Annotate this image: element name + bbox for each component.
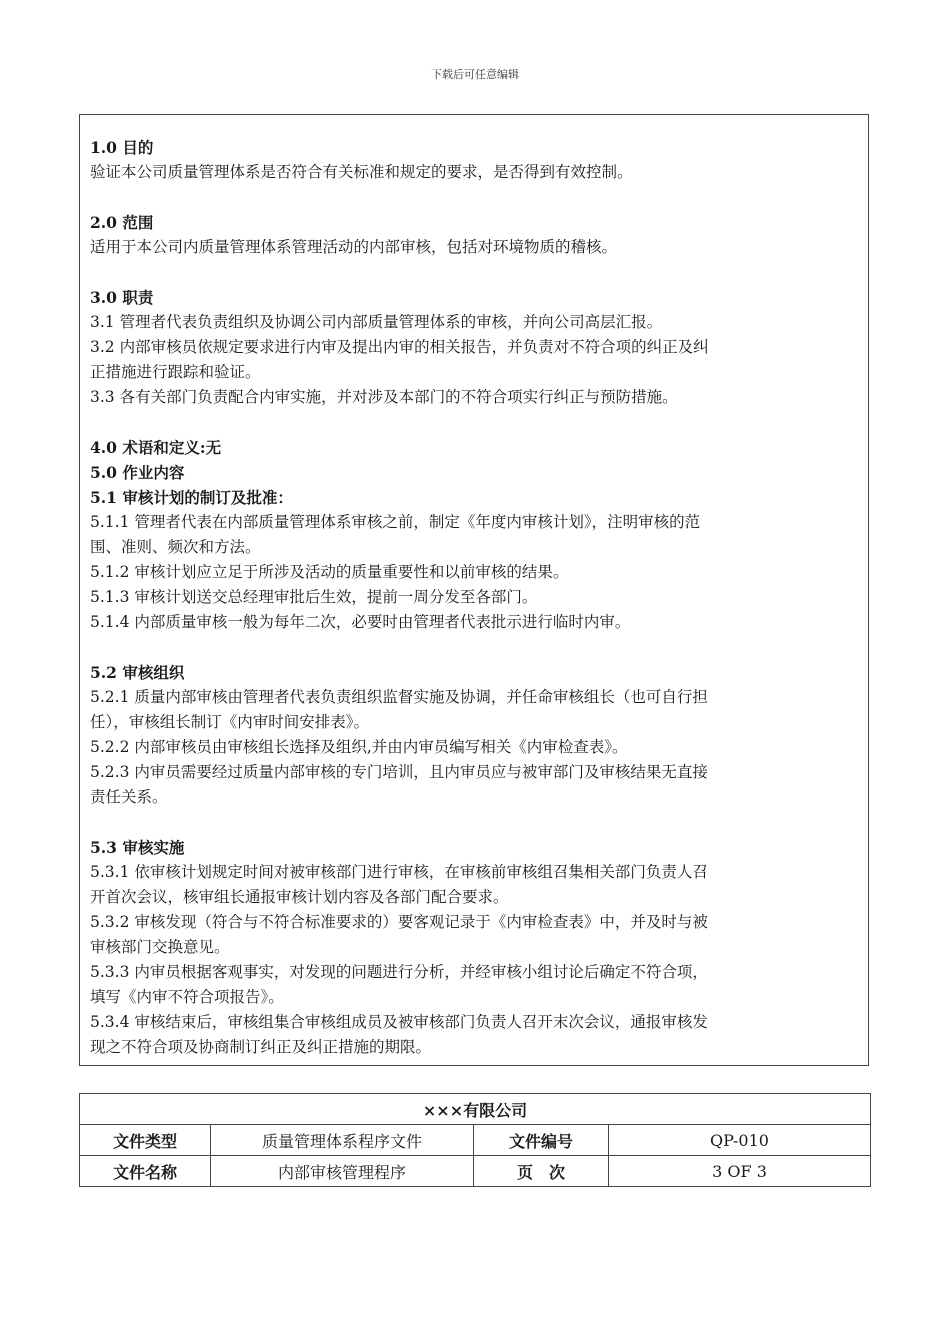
section-scope-text: 适用于本公司内质量管理体系管理活动的内部审核，包括对环境物质的稽核。 — [90, 238, 618, 256]
paragraph-3-2-line1: 3.2 内部审核员依规定要求进行内审及提出内审的相关报告，并负责对不符合项的纠正及纠 — [90, 338, 709, 356]
procedure-content — [79, 114, 869, 1066]
document-control-table — [79, 1093, 871, 1187]
section-terms-title: 4.0 术语和定义:无 — [90, 438, 222, 457]
page-number-value: 3 OF 3 — [609, 1156, 871, 1187]
paragraph-5-2-1-line1: 5.2.1 质量内部审核由管理者代表负责组织监督实施及协调，并任命审核组长（也可自行担 — [90, 688, 708, 706]
doc-name-value: 内部审核管理程序 — [211, 1156, 474, 1187]
paragraph-3-3: 3.3 各有关部门负责配合内审实施，并对涉及本部门的不符合项实行纠正与预防措施。 — [90, 388, 678, 406]
subsection-5-2-title: 5.2 审核组织 — [90, 663, 185, 682]
paragraph-5-3-2-line1: 5.3.2 审核发现（符合与不符合标准要求的）要客观记录于《内审检查表》中，并及时与被 — [90, 913, 708, 931]
paragraph-3-2-line2: 正措施进行跟踪和验证。 — [90, 363, 261, 381]
doc-type-value: 质量管理体系程序文件 — [211, 1125, 474, 1156]
doc-number-value: QP-010 — [609, 1125, 871, 1156]
paragraph-3-1: 3.1 管理者代表负责组织及协调公司内部质量管理体系的审核，并向公司高层汇报。 — [90, 313, 663, 331]
paragraph-5-3-4-line2: 现之不符合项及协商制订纠正及纠正措施的期限。 — [90, 1038, 432, 1056]
paragraph-5-3-1-line1: 5.3.1 依审核计划规定时间对被审核部门进行审核，在审核前审核组召集相关部门负责人召 — [90, 863, 708, 881]
paragraph-5-2-3-line2: 责任关系。 — [90, 788, 168, 806]
paragraph-5-1-1-line1: 5.1.1 管理者代表在内部质量管理体系审核之前，制定《年度内审核计划》，注明审核的范 — [90, 513, 701, 531]
section-purpose-text: 验证本公司质量管理体系是否符合有关标准和规定的要求，是否得到有效控制。 — [90, 163, 633, 181]
paragraph-5-2-3-line1: 5.2.3 内审员需要经过质量内部审核的专门培训，且内审员应与被审部门及审核结果无直接 — [90, 763, 708, 781]
section-purpose-title: 1.0 目的 — [90, 138, 154, 157]
paragraph-5-2-2: 5.2.2 内部审核员由审核组长选择及组织,并由内审员编写相关《内审检查表》。 — [90, 738, 628, 756]
doc-number-label: 文件编号 — [474, 1125, 609, 1156]
paragraph-5-1-3: 5.1.3 审核计划送交总经理审批后生效，提前一周分发至各部门。 — [90, 588, 538, 606]
section-scope-title: 2.0 范围 — [90, 213, 154, 232]
subsection-5-3-title: 5.3 审核实施 — [90, 838, 185, 857]
paragraph-5-3-3-line2: 填写《内审不符合项报告》。 — [90, 988, 284, 1006]
doc-name-label: 文件名称 — [80, 1156, 211, 1187]
paragraph-5-3-1-line2: 开首次会议，核审组长通报审核计划内容及各部门配合要求。 — [90, 888, 509, 906]
paragraph-5-1-4: 5.1.4 内部质量审核一般为每年二次，必要时由管理者代表批示进行临时内审。 — [90, 613, 631, 631]
doc-type-label: 文件类型 — [80, 1125, 211, 1156]
paragraph-5-3-3-line1: 5.3.3 内审员根据客观事实，对发现的问题进行分析，并经审核小组讨论后确定不符合项， — [90, 963, 708, 981]
subsection-5-1-title: 5.1 审核计划的制订及批准： — [90, 488, 293, 507]
section-content-title: 5.0 作业内容 — [90, 463, 185, 482]
paragraph-5-2-1-line2: 任），审核组长制订《内审时间安排表》。 — [90, 713, 370, 731]
company-name: ×××有限公司 — [80, 1094, 871, 1125]
header-note: 下载后可任意编辑 — [431, 68, 519, 81]
paragraph-5-1-2: 5.1.2 审核计划应立足于所涉及活动的质量重要性和以前审核的结果。 — [90, 563, 569, 581]
paragraph-5-3-2-line2: 审核部门交换意见。 — [90, 938, 230, 956]
page-label: 页 次 — [474, 1156, 609, 1187]
section-responsibility-title: 3.0 职责 — [90, 288, 154, 307]
paragraph-5-3-4-line1: 5.3.4 审核结束后，审核组集合审核组成员及被审核部门负责人召开末次会议，通报审核发 — [90, 1013, 708, 1031]
paragraph-5-1-1-line2: 围、准则、频次和方法。 — [90, 538, 261, 556]
